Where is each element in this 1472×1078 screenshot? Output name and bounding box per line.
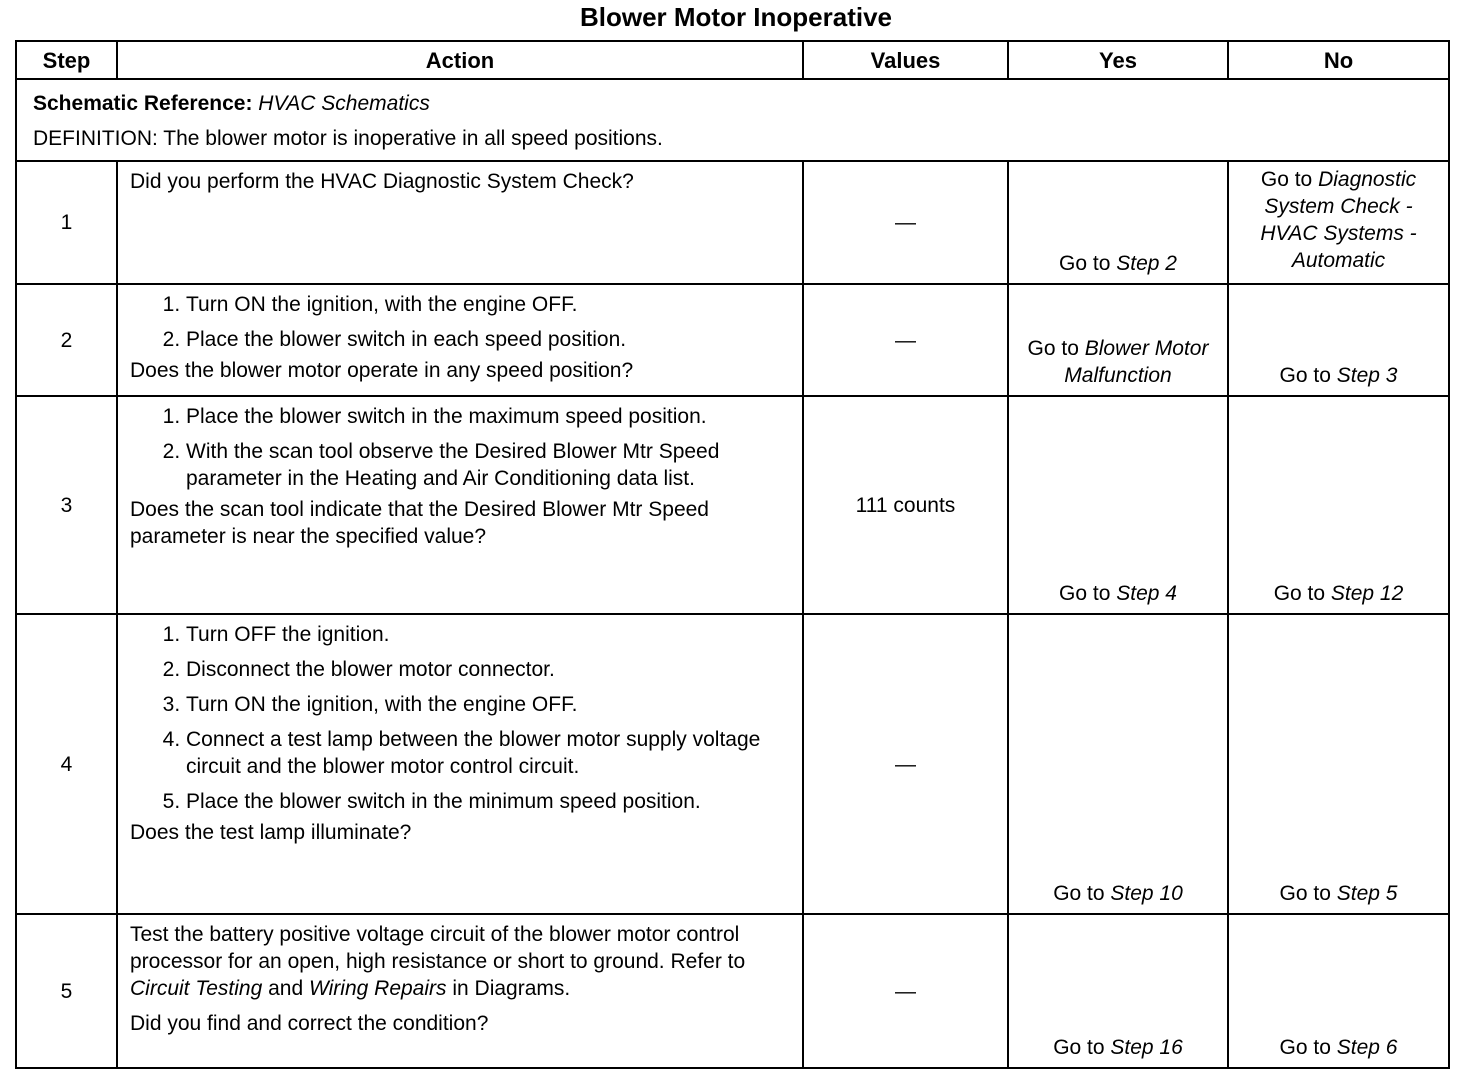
reference-row	[16, 79, 1449, 161]
question: Does the blower motor operate in any speed position?	[130, 359, 634, 382]
yes-cell	[1008, 914, 1228, 1068]
no-cell	[1228, 396, 1449, 614]
question: Does the scan tool indicate that the Desired Blower Mtr Speed parameter is near the specified value?	[130, 498, 709, 548]
no-prefix: Go to	[1279, 1036, 1337, 1059]
table-row	[16, 914, 1449, 1068]
no-link[interactable]: Step 5	[1336, 882, 1398, 905]
yes-link[interactable]: Blower Motor Malfunction	[1064, 337, 1209, 387]
action-steps	[130, 291, 790, 353]
table-row	[16, 396, 1449, 614]
yes-prefix: Go to	[1053, 1036, 1111, 1059]
header-row	[16, 41, 1449, 79]
action-text-part: Test the battery positive voltage circuit of the blower motor control processor for an open, high resistance or short to ground. Refer to	[130, 923, 746, 973]
action-cell	[117, 396, 803, 614]
action-step: 1. Place the blower switch in the maximum speed position.	[186, 403, 790, 430]
yes-cell	[1008, 614, 1228, 914]
action-step: 5. Place the blower switch in the minimum speed position.	[186, 788, 790, 815]
step-number: 5	[16, 914, 117, 1068]
step-number: 4	[16, 614, 117, 914]
question: Did you perform the HVAC Diagnostic System Check?	[130, 170, 634, 193]
header-action: Action	[117, 41, 803, 79]
schematic-link[interactable]: HVAC Schematics	[258, 92, 430, 115]
yes-prefix: Go to	[1027, 337, 1085, 360]
action-step: 1. Turn OFF the ignition.	[186, 621, 790, 648]
step-number: 2	[16, 284, 117, 396]
action-step: 4. Connect a test lamp between the blower motor supply voltage circuit and the blower motor control circuit.	[186, 726, 790, 780]
step-number: 1	[16, 161, 117, 284]
no-prefix: Go to	[1260, 168, 1319, 191]
yes-prefix: Go to	[1059, 252, 1117, 275]
value-cell: —	[803, 914, 1008, 1068]
action-text	[130, 921, 790, 1002]
action-step: 2. With the scan tool observe the Desired Blower Mtr Speed parameter in the Heating and Air Conditioning data list.	[186, 438, 790, 492]
schematic-label: Schematic Reference:	[33, 92, 253, 115]
yes-prefix: Go to	[1053, 882, 1111, 905]
yes-cell	[1008, 161, 1228, 284]
no-prefix: Go to	[1273, 582, 1331, 605]
no-link[interactable]: Step 6	[1336, 1036, 1398, 1059]
action-step: 2. Disconnect the blower motor connector.	[186, 656, 790, 683]
no-link[interactable]: Diagnostic System Check - HVAC Systems - Automatic	[1260, 168, 1417, 272]
reference-cell	[16, 79, 1449, 161]
action-cell	[117, 914, 803, 1068]
action-steps	[130, 621, 790, 815]
yes-link[interactable]: Step 2	[1116, 252, 1177, 275]
value-cell: 111 counts	[803, 396, 1008, 614]
value-cell: —	[803, 284, 1008, 396]
page-title: Blower Motor Inoperative	[579, 2, 893, 32]
yes-link[interactable]: Step 10	[1110, 882, 1183, 905]
action-cell	[117, 161, 803, 284]
action-step: 1. Turn ON the ignition, with the engine OFF.	[186, 291, 790, 318]
yes-prefix: Go to	[1059, 582, 1117, 605]
no-prefix: Go to	[1279, 364, 1337, 387]
no-cell	[1228, 284, 1449, 396]
header-no: No	[1228, 41, 1449, 79]
action-text-part: and	[262, 977, 309, 1000]
header-values: Values	[803, 41, 1008, 79]
yes-link[interactable]: Step 16	[1110, 1036, 1183, 1059]
yes-cell	[1008, 396, 1228, 614]
wiring-repairs-link[interactable]: Wiring Repairs	[309, 977, 447, 1000]
header-step: Step	[16, 41, 117, 79]
value-cell: —	[803, 161, 1008, 284]
action-cell	[117, 614, 803, 914]
action-step: 2. Place the blower switch in each speed position.	[186, 326, 790, 353]
action-steps	[130, 403, 790, 492]
no-prefix: Go to	[1279, 882, 1337, 905]
schematic-reference	[33, 86, 1432, 121]
no-link[interactable]: Step 3	[1336, 364, 1398, 387]
question: Did you find and correct the condition?	[130, 1012, 489, 1035]
table-row	[16, 614, 1449, 914]
circuit-testing-link[interactable]: Circuit Testing	[130, 977, 263, 1000]
diagnostic-table	[15, 40, 1450, 1069]
header-yes: Yes	[1008, 41, 1228, 79]
question: Does the test lamp illuminate?	[130, 821, 412, 844]
yes-cell	[1008, 284, 1228, 396]
definition: DEFINITION: The blower motor is inoperative in all speed positions.	[33, 127, 663, 150]
action-step: 3. Turn ON the ignition, with the engine OFF.	[186, 691, 790, 718]
no-cell	[1228, 614, 1449, 914]
no-cell	[1228, 161, 1449, 284]
step-number: 3	[16, 396, 117, 614]
table-row	[16, 161, 1449, 284]
action-text-part: in Diagrams.	[446, 977, 571, 1000]
no-cell	[1228, 914, 1449, 1068]
yes-link[interactable]: Step 4	[1116, 582, 1177, 605]
value-cell: —	[803, 614, 1008, 914]
table-row	[16, 284, 1449, 396]
action-cell	[117, 284, 803, 396]
no-link[interactable]: Step 12	[1330, 582, 1404, 605]
